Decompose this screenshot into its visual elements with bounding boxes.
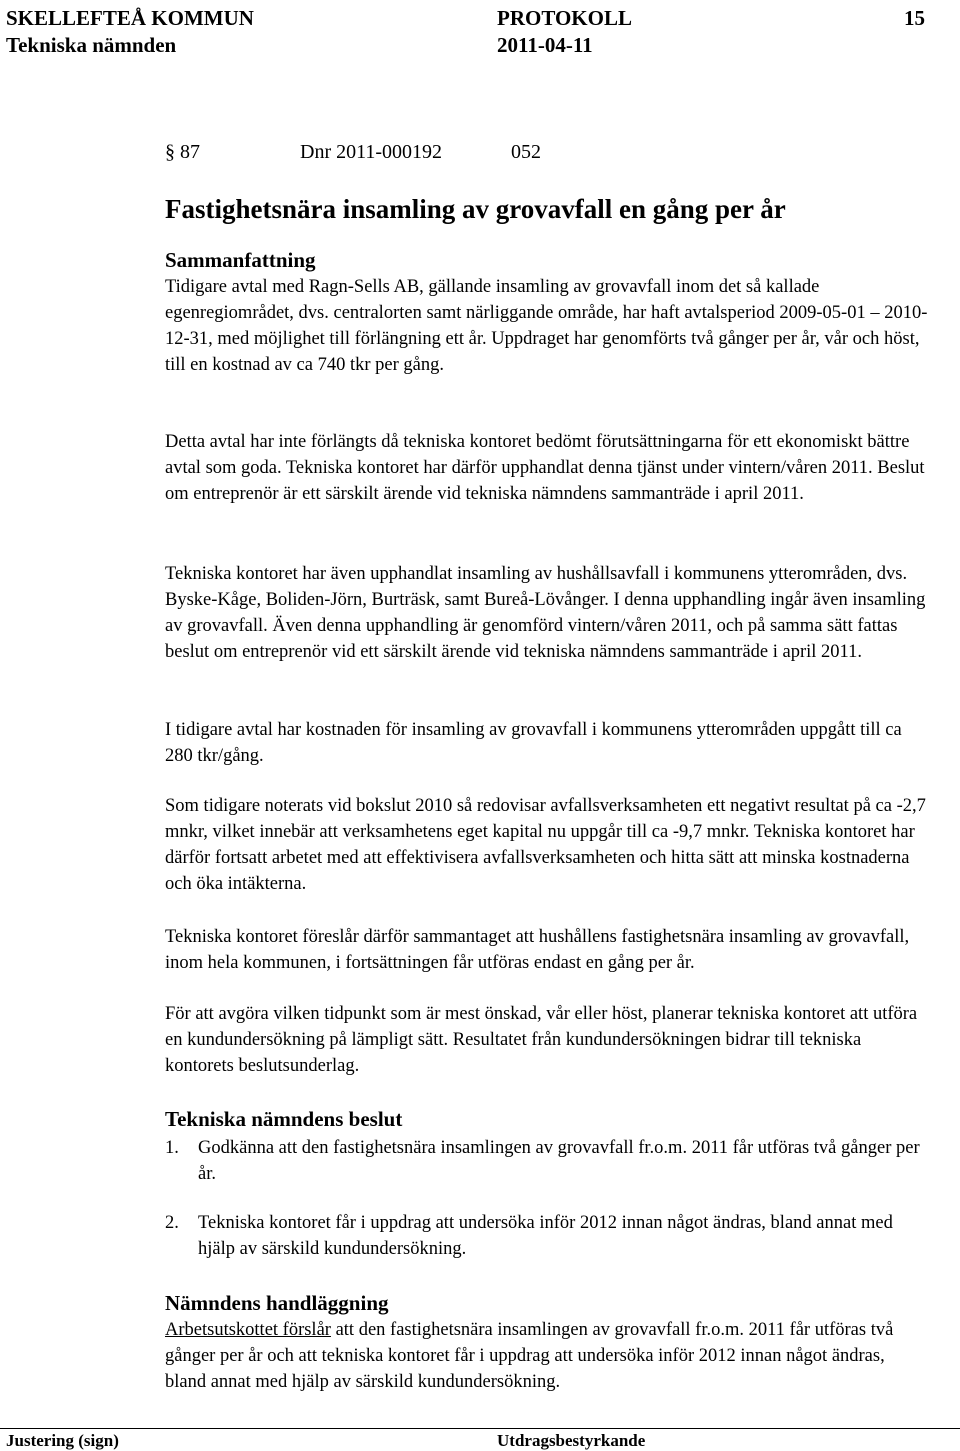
footer-utdragsbestyrkande: Utdragsbestyrkande (497, 1431, 646, 1450)
summary-paragraph: I tidigare avtal har kostnaden för insamling av grovavfall i kommunens ytterområden uppgått till ca 280 tkr/gång. (165, 720, 902, 766)
summary-paragraph: Tidigare avtal med Ragn-Sells AB, gällande insamling av grovavfall inom det så kallade egenregiområdet, dvs. centralorten samt närliggande område, har haft avtalsperiod 2009-05-01 – 2010-12-31, med möjlighet till förlängning ett år. Uppdraget har genomförts två gånger per år, vår och höst, till en kostnad av ca 740 tkr per gång. (165, 277, 928, 375)
summary-paragraph: Som tidigare noterats vid bokslut 2010 så redovisar avfallsverksamheten ett negativt resultat på ca -2,7 mnkr, vilket innebär att verksamhetens eget kapital nu uppgår till ca -9,7 mnkr. Tekniska kontoret har därför fortsatt arbetet med att effektivisera avfallsverksamheten och hitta sätt att minska kostnaderna och öka intäkterna. (165, 796, 926, 894)
summary-paragraph: Detta avtal har inte förlängts då tekniska kontoret bedömt förutsättningarna för ett ekonomiskt bättre avtal som goda. Tekniska kontoret har därför upphandlat denna tjänst under vintern/våren 2011. Beslut om entreprenör är ett särskilt ärende vid tekniska nämndens sammanträde i april 2011. (165, 432, 925, 504)
decision-list (165, 1135, 930, 1187)
page-title: Fastighetsnära insamling av grovavfall en gång per år (165, 194, 786, 224)
handling-section (165, 1291, 930, 1395)
footer-justering: Justering (sign) (6, 1431, 119, 1450)
decision-heading: Tekniska nämndens beslut (165, 1107, 403, 1131)
list-item-number: 2. (165, 1213, 179, 1233)
header-committee: Tekniska nämnden (6, 33, 177, 57)
summary-paragraph: Tekniska kontoret föreslår därför sammantaget att hushållens fastighetsnära insamling av grovavfall, inom hela kommunen, i fortsättningen får utföras endast en gång per år. (165, 927, 910, 973)
handling-paragraph (165, 1317, 930, 1395)
list-item-number: 1. (165, 1138, 179, 1158)
case-code: 052 (511, 141, 541, 163)
footer-divider (0, 1428, 960, 1429)
decision-section (165, 1107, 930, 1131)
summary-section (165, 248, 930, 378)
handling-underlined: Arbetsutskottet förslår (165, 1320, 331, 1340)
summary-heading: Sammanfattning (165, 248, 316, 272)
header-date: 2011-04-11 (497, 33, 593, 57)
summary-paragraph: Tekniska kontoret har även upphandlat insamling av hushållsavfall i kommunens ytterområden, dvs. Byske-Kåge, Boliden-Jörn, Burträsk, samt Bureå-Lövånger. I denna upphandling ingår även insamling av grovavfall. Även denna upphandling är genomförd vintern/våren 2011, och på samma sätt fattas beslut om entreprenör vid ett särskilt ärende vid tekniska nämndens sammanträde i april 2011. (165, 564, 926, 662)
header-org: SKELLEFTEÅ KOMMUN (6, 6, 254, 30)
handling-text: att den fastighetsnära insamlingen av grovavfall fr.o.m. 2011 får utföras två gånger per år och att tekniska kontoret får i uppdrag att undersöka inför 2012 innan något ändras, bland annat med hjälp av särskild kundundersökning. (165, 1320, 894, 1392)
summary-paragraph: För att avgöra vilken tidpunkt som är mest önskad, vår eller höst, planerar tekniska kontoret att utföra en kundundersökning på lämpligt sätt. Resultatet från kundundersökningen bidrar till tekniska kontorets beslutsunderlag. (165, 1004, 918, 1076)
case-dnr: Dnr 2011-000192 (300, 141, 443, 163)
list-item-text: Tekniska kontoret får i uppdrag att undersöka inför 2012 innan något ändras, bland annat med hjälp av särskild kundundersökning. (198, 1213, 893, 1259)
case-paragraph: § 87 (165, 141, 200, 163)
list-item-text: Godkänna att den fastighetsnära insamlingen av grovavfall fr.o.m. 2011 får utföras två gånger per år. (198, 1138, 920, 1184)
list-item (165, 1210, 930, 1262)
handling-heading: Nämndens handläggning (165, 1291, 389, 1315)
header-doc-type: PROTOKOLL (497, 6, 632, 30)
decision-list (165, 1210, 930, 1262)
header-page-number: 15 (904, 6, 925, 30)
list-item (165, 1135, 930, 1187)
